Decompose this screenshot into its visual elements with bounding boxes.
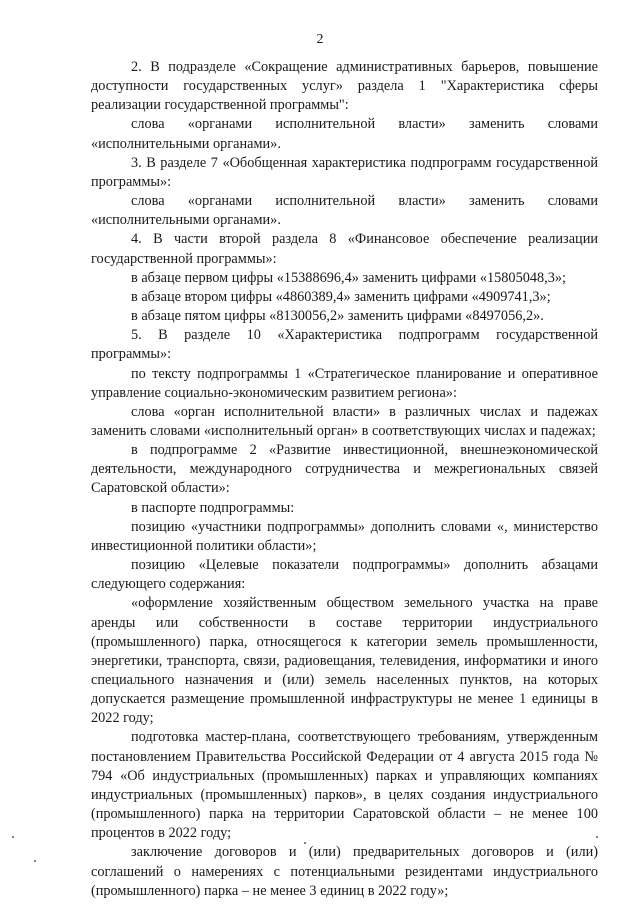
paragraph-subprogram-2: в подпрограмме 2 «Развитие инвестиционной, внешнеэкономической деятельности, международного сотрудничества и межрегиональных связей Саратовской области»: — [91, 442, 598, 497]
paragraph-item-2: 2. В подразделе «Сокращение административных барьеров, повышение доступности государственных услуг» раздела 1 "Характеристика сферы реализации государственной программы": — [91, 59, 598, 114]
paragraph-item-4: 4. В части второй раздела 8 «Финансовое обеспечение реализации государственной программы»: — [91, 231, 598, 267]
paragraph-master-plan: подготовка мастер-плана, соответствующего требованиям, утвержденным постановлением Правительства Российской Федерации от 4 августа 2015 года № 794 «Об индустриальных (промышленных) парках и управляющих компаниях индустриальных (промышленных) парков», в целях создания индустриального (промышленного) парка на территории Саратовской области – не менее 100 процентов в 2022 году; — [91, 729, 598, 842]
paragraph-replace-words: слова «органами исполнительной власти» заменить словами «исполнительными органами». — [91, 116, 598, 152]
paragraph-agreements: заключение договоров и (или) предварительных договоров и (или) соглашений о намерениях с потенциальными резидентами индустриального (промышленного) парка – не менее 3 единиц в 2022 году»; — [91, 844, 598, 899]
paragraph-replace-words: слова «органами исполнительной власти» заменить словами «исполнительными органами». — [91, 193, 598, 229]
paragraph-passport: в паспорте подпрограммы: — [131, 499, 295, 516]
paragraph-abzac-1: в абзаце первом цифры «15388696,4» заменить цифрами «15805048,3»; — [131, 269, 567, 286]
paragraph-land-plot: «оформление хозяйственным обществом земельного участка на праве аренды или собственности в составе территории индустриального (промышленного) парка, относящегося к категории земель промышленности, энергетики, транспорта, связи, радиовещания, телевидения, информатики и иного специального назначения и (или) земель населенных пунктов, на которых допускается размещение промышленной инфраструктуры не менее 1 единицы в 2022 году; — [91, 595, 598, 727]
paragraph-abzac-2: в абзаце втором цифры «4860389,4» заменить цифрами «4909741,3»; — [131, 288, 551, 305]
scan-speck — [304, 842, 306, 844]
document-body — [91, 58, 598, 901]
paragraph-target-indicators: позицию «Целевые показатели подпрограммы» дополнить абзацами следующего содержания: — [91, 557, 598, 593]
paragraph-replace-organ: слова «орган исполнительной власти» в различных числах и падежах заменить словами «исполнительный орган» в соответствующих числах и падежах; — [91, 403, 598, 439]
paragraph-subprogram-1: по тексту подпрограммы 1 «Стратегическое планирование и оперативное управление социально-экономическим развитием региона»: — [91, 365, 598, 401]
scan-speck — [596, 836, 598, 838]
paragraph-item-3: 3. В разделе 7 «Обобщенная характеристика подпрограмм государственной программы»: — [91, 154, 598, 190]
scan-speck — [34, 860, 36, 862]
paragraph-participants: позицию «участники подпрограммы» дополнить словами «, министерство инвестиционной политики области»; — [91, 518, 598, 554]
paragraph-abzac-5: в абзаце пятом цифры «8130056,2» заменить цифрами «8497056,2». — [131, 308, 544, 325]
scan-speck — [12, 836, 14, 838]
paragraph-item-5: 5. В разделе 10 «Характеристика подпрограмм государственной программы»: — [91, 327, 598, 363]
page-number: 2 — [316, 32, 324, 47]
